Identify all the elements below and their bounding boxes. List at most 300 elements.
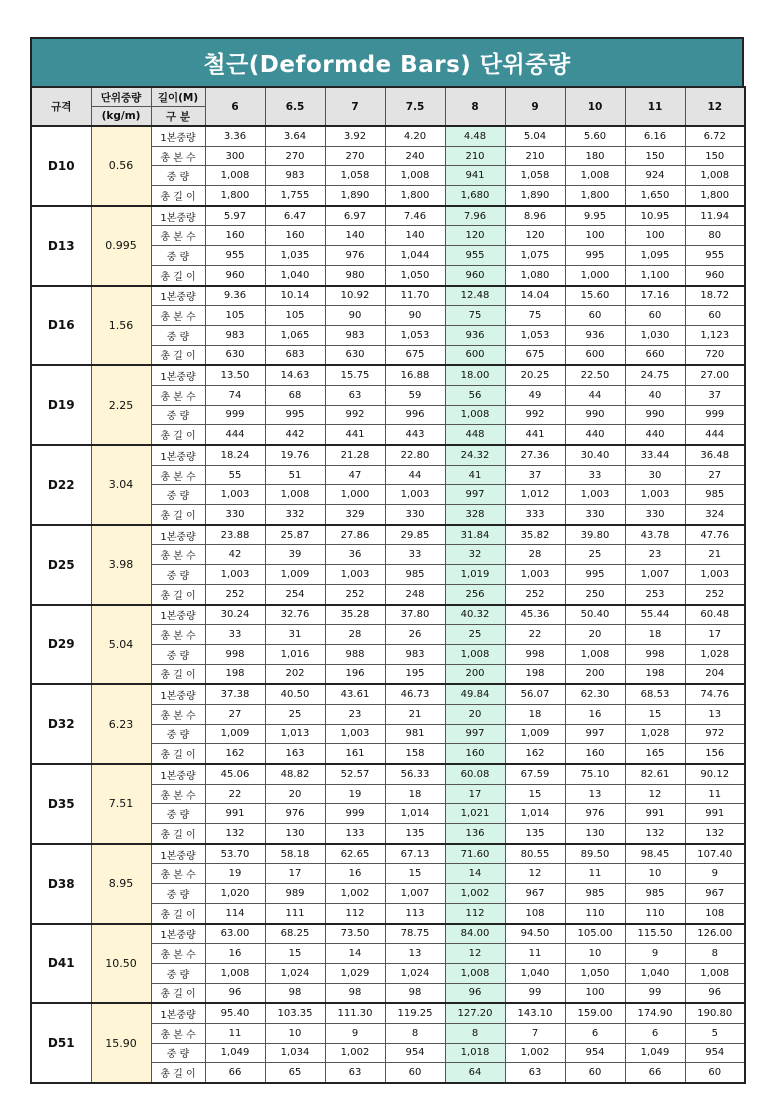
value-cell: 9.36 xyxy=(205,286,265,306)
value-cell: 56.07 xyxy=(505,684,565,704)
value-cell: 333 xyxy=(505,505,565,525)
value-cell: 5.97 xyxy=(205,206,265,226)
value-cell: 158 xyxy=(385,744,445,764)
value-cell: 105 xyxy=(205,306,265,326)
value-cell: 107.40 xyxy=(685,844,745,864)
header-length: 길이(M) xyxy=(151,87,205,107)
value-cell: 162 xyxy=(205,744,265,764)
value-cell: 17.16 xyxy=(625,286,685,306)
value-cell: 200 xyxy=(445,664,505,684)
value-cell: 90 xyxy=(325,306,385,326)
value-cell: 10 xyxy=(625,864,685,884)
value-cell: 998 xyxy=(205,644,265,664)
row-label: 총 길 이 xyxy=(151,824,205,844)
value-cell: 253 xyxy=(625,584,685,604)
value-cell: 18 xyxy=(505,704,565,724)
value-cell: 200 xyxy=(565,664,625,684)
value-cell: 63 xyxy=(505,1063,565,1083)
value-cell: 995 xyxy=(565,565,625,585)
row-label: 1본중량 xyxy=(151,844,205,864)
value-cell: 130 xyxy=(565,824,625,844)
row-label: 총 본 수 xyxy=(151,146,205,166)
row-label: 1본중량 xyxy=(151,126,205,146)
bar-unit-weight: 3.04 xyxy=(91,445,151,525)
value-cell: 1,008 xyxy=(445,963,505,983)
value-cell: 25 xyxy=(565,545,625,565)
value-cell: 62.65 xyxy=(325,844,385,864)
value-cell: 1,040 xyxy=(625,963,685,983)
value-cell: 256 xyxy=(445,584,505,604)
value-cell: 108 xyxy=(685,903,745,923)
row-label: 1본중량 xyxy=(151,445,205,465)
value-cell: 1,003 xyxy=(625,485,685,505)
row-label: 총 길 이 xyxy=(151,664,205,684)
row-label: 1본중량 xyxy=(151,684,205,704)
value-cell: 240 xyxy=(385,146,445,166)
bar-unit-weight: 10.50 xyxy=(91,924,151,1004)
value-cell: 936 xyxy=(565,325,625,345)
value-cell: 330 xyxy=(565,505,625,525)
value-cell: 10.14 xyxy=(265,286,325,306)
value-cell: 7.46 xyxy=(385,206,445,226)
value-cell: 47.76 xyxy=(685,525,745,545)
value-cell: 80.55 xyxy=(505,844,565,864)
value-cell: 27.86 xyxy=(325,525,385,545)
value-cell: 33 xyxy=(205,625,265,645)
value-cell: 74.76 xyxy=(685,684,745,704)
value-cell: 75.10 xyxy=(565,764,625,784)
value-cell: 108 xyxy=(505,903,565,923)
value-cell: 985 xyxy=(565,884,625,904)
value-cell: 132 xyxy=(685,824,745,844)
header-unit-weight: 단위중량 xyxy=(91,87,151,107)
value-cell: 11 xyxy=(685,784,745,804)
value-cell: 955 xyxy=(685,246,745,266)
value-cell: 1,014 xyxy=(385,804,445,824)
value-cell: 3.64 xyxy=(265,126,325,146)
row-label: 중 량 xyxy=(151,405,205,425)
value-cell: 52.57 xyxy=(325,764,385,784)
header-length-value: 7 xyxy=(325,87,385,126)
value-cell: 23 xyxy=(325,704,385,724)
value-cell: 11 xyxy=(205,1023,265,1043)
value-cell: 992 xyxy=(325,405,385,425)
value-cell: 60 xyxy=(685,1063,745,1083)
value-cell: 100 xyxy=(565,226,625,246)
bar-unit-weight: 8.95 xyxy=(91,844,151,924)
value-cell: 20.25 xyxy=(505,365,565,385)
value-cell: 89.50 xyxy=(565,844,625,864)
value-cell: 14 xyxy=(445,864,505,884)
value-cell: 45.06 xyxy=(205,764,265,784)
value-cell: 6.16 xyxy=(625,126,685,146)
value-cell: 15.60 xyxy=(565,286,625,306)
value-cell: 941 xyxy=(445,166,505,186)
value-cell: 1,007 xyxy=(385,884,445,904)
value-cell: 15 xyxy=(265,944,325,964)
bar-spec: D19 xyxy=(31,365,91,445)
value-cell: 28 xyxy=(505,545,565,565)
header-length-value: 10 xyxy=(565,87,625,126)
value-cell: 96 xyxy=(445,983,505,1003)
bar-spec: D13 xyxy=(31,206,91,286)
value-cell: 10.95 xyxy=(625,206,685,226)
value-cell: 6 xyxy=(625,1023,685,1043)
value-cell: 165 xyxy=(625,744,685,764)
value-cell: 33 xyxy=(565,465,625,485)
value-cell: 1,029 xyxy=(325,963,385,983)
value-cell: 332 xyxy=(265,505,325,525)
bar-unit-weight: 2.25 xyxy=(91,365,151,445)
value-cell: 67.13 xyxy=(385,844,445,864)
value-cell: 1,050 xyxy=(565,963,625,983)
value-cell: 955 xyxy=(205,246,265,266)
value-cell: 22.50 xyxy=(565,365,625,385)
value-cell: 37.38 xyxy=(205,684,265,704)
value-cell: 967 xyxy=(685,884,745,904)
value-cell: 68.25 xyxy=(265,924,325,944)
value-cell: 1,058 xyxy=(325,166,385,186)
value-cell: 252 xyxy=(685,584,745,604)
value-cell: 22 xyxy=(505,625,565,645)
value-cell: 98.45 xyxy=(625,844,685,864)
row-label: 1본중량 xyxy=(151,206,205,226)
value-cell: 49.84 xyxy=(445,684,505,704)
value-cell: 6.47 xyxy=(265,206,325,226)
value-cell: 20 xyxy=(265,784,325,804)
row-label: 총 본 수 xyxy=(151,545,205,565)
value-cell: 1,049 xyxy=(625,1043,685,1063)
row-label: 중 량 xyxy=(151,884,205,904)
value-cell: 136 xyxy=(445,824,505,844)
value-cell: 210 xyxy=(445,146,505,166)
value-cell: 683 xyxy=(265,345,325,365)
value-cell: 954 xyxy=(565,1043,625,1063)
value-cell: 248 xyxy=(385,584,445,604)
value-cell: 78.75 xyxy=(385,924,445,944)
bar-spec: D22 xyxy=(31,445,91,525)
value-cell: 32.76 xyxy=(265,605,325,625)
value-cell: 30.24 xyxy=(205,605,265,625)
value-cell: 21.28 xyxy=(325,445,385,465)
value-cell: 630 xyxy=(325,345,385,365)
value-cell: 997 xyxy=(565,724,625,744)
value-cell: 1,008 xyxy=(205,963,265,983)
value-cell: 12 xyxy=(625,784,685,804)
value-cell: 440 xyxy=(625,425,685,445)
value-cell: 15 xyxy=(625,704,685,724)
value-cell: 3.36 xyxy=(205,126,265,146)
value-cell: 94.50 xyxy=(505,924,565,944)
table-row xyxy=(31,365,745,385)
value-cell: 16 xyxy=(565,704,625,724)
value-cell: 41 xyxy=(445,465,505,485)
value-cell: 23 xyxy=(625,545,685,565)
value-cell: 31 xyxy=(265,625,325,645)
value-cell: 1,019 xyxy=(445,565,505,585)
value-cell: 11 xyxy=(505,944,565,964)
value-cell: 6 xyxy=(565,1023,625,1043)
value-cell: 443 xyxy=(385,425,445,445)
value-cell: 11.70 xyxy=(385,286,445,306)
value-cell: 100 xyxy=(625,226,685,246)
value-cell: 30.40 xyxy=(565,445,625,465)
title-bar xyxy=(30,37,744,86)
row-label: 총 길 이 xyxy=(151,584,205,604)
value-cell: 58.18 xyxy=(265,844,325,864)
row-label: 중 량 xyxy=(151,963,205,983)
table-row xyxy=(31,844,745,864)
row-label: 1본중량 xyxy=(151,365,205,385)
value-cell: 33.44 xyxy=(625,445,685,465)
value-cell: 976 xyxy=(265,804,325,824)
value-cell: 1,024 xyxy=(385,963,445,983)
bar-unit-weight: 15.90 xyxy=(91,1003,151,1083)
value-cell: 5.60 xyxy=(565,126,625,146)
value-cell: 330 xyxy=(205,505,265,525)
value-cell: 180 xyxy=(565,146,625,166)
value-cell: 140 xyxy=(325,226,385,246)
value-cell: 18.72 xyxy=(685,286,745,306)
table-row xyxy=(31,684,745,704)
value-cell: 163 xyxy=(265,744,325,764)
value-cell: 27.36 xyxy=(505,445,565,465)
value-cell: 10.92 xyxy=(325,286,385,306)
value-cell: 1,008 xyxy=(445,405,505,425)
value-cell: 983 xyxy=(265,166,325,186)
value-cell: 190.80 xyxy=(685,1003,745,1023)
value-cell: 159.00 xyxy=(565,1003,625,1023)
value-cell: 675 xyxy=(505,345,565,365)
value-cell: 8 xyxy=(385,1023,445,1043)
bar-unit-weight: 5.04 xyxy=(91,605,151,685)
value-cell: 1,053 xyxy=(385,325,445,345)
header-length-value: 6.5 xyxy=(265,87,325,126)
value-cell: 112 xyxy=(445,903,505,923)
value-cell: 63.00 xyxy=(205,924,265,944)
value-cell: 110 xyxy=(565,903,625,923)
value-cell: 40.32 xyxy=(445,605,505,625)
table-row xyxy=(31,1003,745,1023)
value-cell: 51 xyxy=(265,465,325,485)
value-cell: 998 xyxy=(625,644,685,664)
value-cell: 1,040 xyxy=(505,963,565,983)
value-cell: 12.48 xyxy=(445,286,505,306)
value-cell: 28 xyxy=(325,625,385,645)
value-cell: 68 xyxy=(265,385,325,405)
value-cell: 1,028 xyxy=(625,724,685,744)
value-cell: 954 xyxy=(385,1043,445,1063)
value-cell: 60.48 xyxy=(685,605,745,625)
value-cell: 252 xyxy=(205,584,265,604)
value-cell: 150 xyxy=(625,146,685,166)
value-cell: 11 xyxy=(565,864,625,884)
header-length-value: 6 xyxy=(205,87,265,126)
value-cell: 25 xyxy=(265,704,325,724)
value-cell: 111 xyxy=(265,903,325,923)
value-cell: 90.12 xyxy=(685,764,745,784)
value-cell: 8 xyxy=(685,944,745,964)
value-cell: 8 xyxy=(445,1023,505,1043)
value-cell: 4.20 xyxy=(385,126,445,146)
value-cell: 1,680 xyxy=(445,186,505,206)
value-cell: 37.80 xyxy=(385,605,445,625)
value-cell: 600 xyxy=(565,345,625,365)
value-cell: 1,009 xyxy=(265,565,325,585)
value-cell: 1,800 xyxy=(685,186,745,206)
value-cell: 96 xyxy=(205,983,265,1003)
value-cell: 1,065 xyxy=(265,325,325,345)
value-cell: 252 xyxy=(505,584,565,604)
value-cell: 22.80 xyxy=(385,445,445,465)
value-cell: 84.00 xyxy=(445,924,505,944)
value-cell: 174.90 xyxy=(625,1003,685,1023)
value-cell: 1,000 xyxy=(325,485,385,505)
row-label: 중 량 xyxy=(151,485,205,505)
value-cell: 441 xyxy=(325,425,385,445)
value-cell: 60 xyxy=(625,306,685,326)
value-cell: 45.36 xyxy=(505,605,565,625)
value-cell: 1,002 xyxy=(505,1043,565,1063)
value-cell: 983 xyxy=(325,325,385,345)
value-cell: 999 xyxy=(325,804,385,824)
value-cell: 1,890 xyxy=(325,186,385,206)
value-cell: 329 xyxy=(325,505,385,525)
row-label: 중 량 xyxy=(151,246,205,266)
row-label: 총 본 수 xyxy=(151,306,205,326)
row-label: 1본중량 xyxy=(151,605,205,625)
value-cell: 90 xyxy=(385,306,445,326)
value-cell: 960 xyxy=(685,265,745,285)
value-cell: 60 xyxy=(565,1063,625,1083)
value-cell: 40.50 xyxy=(265,684,325,704)
row-label: 1본중량 xyxy=(151,525,205,545)
row-label: 1본중량 xyxy=(151,286,205,306)
value-cell: 43.78 xyxy=(625,525,685,545)
value-cell: 960 xyxy=(205,265,265,285)
value-cell: 21 xyxy=(385,704,445,724)
value-cell: 127.20 xyxy=(445,1003,505,1023)
value-cell: 16.88 xyxy=(385,365,445,385)
value-cell: 1,755 xyxy=(265,186,325,206)
value-cell: 936 xyxy=(445,325,505,345)
value-cell: 991 xyxy=(205,804,265,824)
table-row xyxy=(31,924,745,944)
bar-unit-weight: 7.51 xyxy=(91,764,151,844)
value-cell: 150 xyxy=(685,146,745,166)
value-cell: 448 xyxy=(445,425,505,445)
value-cell: 660 xyxy=(625,345,685,365)
value-cell: 998 xyxy=(505,644,565,664)
value-cell: 160 xyxy=(445,744,505,764)
value-cell: 324 xyxy=(685,505,745,525)
row-label: 총 길 이 xyxy=(151,425,205,445)
value-cell: 1,650 xyxy=(625,186,685,206)
value-cell: 1,034 xyxy=(265,1043,325,1063)
value-cell: 1,035 xyxy=(265,246,325,266)
value-cell: 12 xyxy=(445,944,505,964)
row-label: 1본중량 xyxy=(151,924,205,944)
value-cell: 980 xyxy=(325,265,385,285)
value-cell: 66 xyxy=(625,1063,685,1083)
value-cell: 44 xyxy=(565,385,625,405)
value-cell: 39 xyxy=(265,545,325,565)
value-cell: 1,018 xyxy=(445,1043,505,1063)
header-length-value: 8 xyxy=(445,87,505,126)
value-cell: 126.00 xyxy=(685,924,745,944)
value-cell: 4.48 xyxy=(445,126,505,146)
row-label: 총 본 수 xyxy=(151,1023,205,1043)
header-row xyxy=(31,87,745,107)
header-length-value: 11 xyxy=(625,87,685,126)
table-row xyxy=(31,525,745,545)
bar-unit-weight: 0.995 xyxy=(91,206,151,286)
value-cell: 80 xyxy=(685,226,745,246)
value-cell: 924 xyxy=(625,166,685,186)
value-cell: 675 xyxy=(385,345,445,365)
value-cell: 42 xyxy=(205,545,265,565)
bar-unit-weight: 0.56 xyxy=(91,126,151,206)
value-cell: 18 xyxy=(385,784,445,804)
value-cell: 105 xyxy=(265,306,325,326)
value-cell: 39.80 xyxy=(565,525,625,545)
value-cell: 15 xyxy=(385,864,445,884)
row-label: 총 길 이 xyxy=(151,265,205,285)
value-cell: 53.70 xyxy=(205,844,265,864)
value-cell: 7.96 xyxy=(445,206,505,226)
value-cell: 1,016 xyxy=(265,644,325,664)
value-cell: 135 xyxy=(385,824,445,844)
value-cell: 990 xyxy=(625,405,685,425)
value-cell: 17 xyxy=(265,864,325,884)
row-label: 총 길 이 xyxy=(151,1063,205,1083)
value-cell: 1,008 xyxy=(565,166,625,186)
value-cell: 1,800 xyxy=(205,186,265,206)
bar-spec: D16 xyxy=(31,286,91,366)
value-cell: 1,075 xyxy=(505,246,565,266)
value-cell: 989 xyxy=(265,884,325,904)
value-cell: 17 xyxy=(685,625,745,645)
table-row xyxy=(31,206,745,226)
value-cell: 37 xyxy=(505,465,565,485)
header-spec: 규격 xyxy=(31,87,91,126)
value-cell: 16 xyxy=(205,944,265,964)
value-cell: 132 xyxy=(205,824,265,844)
value-cell: 7 xyxy=(505,1023,565,1043)
row-label: 총 본 수 xyxy=(151,944,205,964)
row-label: 총 본 수 xyxy=(151,226,205,246)
value-cell: 49 xyxy=(505,385,565,405)
bar-spec: D10 xyxy=(31,126,91,206)
value-cell: 19 xyxy=(325,784,385,804)
value-cell: 9 xyxy=(685,864,745,884)
value-cell: 25 xyxy=(445,625,505,645)
value-cell: 98 xyxy=(385,983,445,1003)
value-cell: 960 xyxy=(445,265,505,285)
value-cell: 1,013 xyxy=(265,724,325,744)
value-cell: 111.30 xyxy=(325,1003,385,1023)
value-cell: 19.76 xyxy=(265,445,325,465)
value-cell: 40 xyxy=(625,385,685,405)
value-cell: 1,008 xyxy=(685,166,745,186)
value-cell: 1,003 xyxy=(565,485,625,505)
value-cell: 988 xyxy=(325,644,385,664)
value-cell: 1,009 xyxy=(205,724,265,744)
row-label: 총 길 이 xyxy=(151,903,205,923)
value-cell: 8.96 xyxy=(505,206,565,226)
value-cell: 1,003 xyxy=(325,724,385,744)
value-cell: 75 xyxy=(445,306,505,326)
